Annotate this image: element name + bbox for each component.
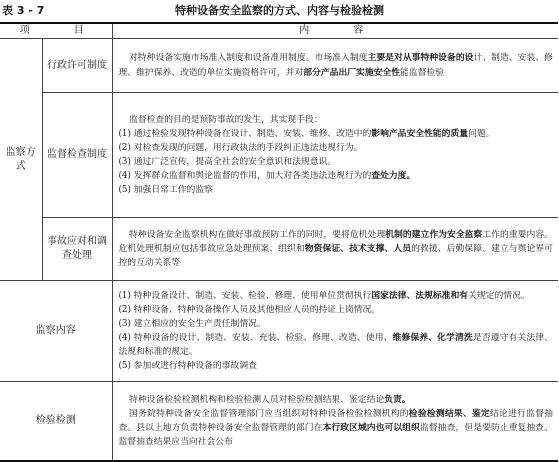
emphasis-text: 查处力度。 — [371, 171, 416, 182]
row-label: 监督检查制度 — [42, 93, 112, 218]
content-paragraph: (1) 通过检验发现特种设备在设计、制造、安装、维修、改造中的影响产品安全性能的质量问题。 — [118, 128, 495, 139]
header-item: 项 目 — [0, 23, 112, 39]
header-content: 内 容 — [112, 23, 558, 39]
content-paragraph: 特种设备安全监察机构在做好事故预防工作的同时，要将危机处理机制的建立作为安全监察工作的重要内容。危机处理机制应包括事故应急处理预案、组织和物资保证、技术支撑、人员的救援、后勤保障、建立与舆论界可控的互动关系等 — [118, 229, 553, 269]
table-header-row — [0, 23, 558, 39]
emphasis-text: 影响产品安全性能的质量 — [371, 128, 469, 139]
row-content — [112, 218, 558, 281]
emphasis-text: 物资保证、技术支撑、人员 — [304, 243, 412, 254]
row-label: 检验检测 — [0, 382, 112, 462]
table-number: 表 3 - 7 — [2, 4, 45, 17]
table-title: 特种设备安全监察的方式、内容与检验检测 — [175, 4, 384, 17]
group-label-text: 监察方式 — [5, 146, 36, 172]
content-paragraph: (3) 建立相应的安全生产责任制情况。 — [118, 318, 266, 329]
emphasis-text: 主要是对从事特种设备的设 — [367, 53, 474, 64]
content-paragraph: (3) 通过广泛宣传，提高全社会的安全意识和法规意识。 — [118, 157, 337, 167]
emphasis-text: 本行政区域内也可以组织 — [322, 423, 421, 433]
table-row — [0, 39, 558, 93]
row-label: 监察内容 — [0, 281, 112, 382]
content-paragraph: (4) 发挥群众监督和舆论监督的作用，加大对各类违法违规行为的查处力度。 — [118, 171, 416, 182]
emphasis-text: 维修保养、化学清洗 — [392, 333, 473, 343]
table-row — [0, 93, 558, 218]
row-content — [112, 93, 558, 218]
row-content — [112, 39, 558, 93]
content-paragraph: (2) 对检查发现的问题，用行政执法的手段纠正违法违规行为。 — [118, 142, 363, 153]
row-label: 事故应对和调查处理 — [42, 218, 112, 281]
content-paragraph: (4) 特种设备的设计、制造、安装、充装、检验、修理、改造、使用、维修保养、化学清洗是否遵守有关法律、法规和标准的规定。 — [118, 333, 553, 358]
content-paragraph: 特种设备检验检测机构和检验检测人员对检验检测结果、鉴定结论负责。 — [129, 394, 411, 405]
emphasis-text: 国家法律、法规标准和有 — [371, 290, 469, 301]
row-content — [112, 382, 558, 462]
content-paragraph: (1) 特种设备设计、制造、安装、检验、修理、使用单位贯彻执行国家法律、法规标准和有关规定的情况。 — [118, 290, 530, 301]
content-paragraph: (5) 加强日常工作的监察 — [118, 185, 213, 196]
emphasis-text: 检验检测结果、鉴定 — [408, 408, 491, 419]
table-row — [0, 281, 558, 382]
emphasis-text: 机制的建立作为安全监察 — [385, 229, 483, 240]
content-paragraph: (5) 参加或进行特种设备的事故调查 — [118, 361, 257, 372]
content-paragraph: 对特种设备实施市场准入制度和设备准用制度。市场准入制度主要是对从事特种设备的设计、制造、安装、修理、维护保养、改造的单位实施资格许可，并对部分产品出厂实施安全性能监督检验 — [118, 53, 553, 78]
emphasis-text: 部分产品出厂实施安全性 — [303, 67, 401, 78]
row-label: 行政许可制度 — [42, 39, 112, 93]
content-paragraph: (2) 特种设备、特种设备操作人员及其他相应人员的持证上岗情况。 — [118, 304, 381, 315]
content-paragraph: 国务院特种设备安全监督管理部门应当组织对特种设备检验检测机构的检验检测结果、鉴定结论进行监督抽查。县以上地方负责特种设备安全监督管理的部门在本行政区域内也可以组织监督抽查，但是要防止重复抽查。监督抽查结果应当向社会公布 — [118, 408, 553, 448]
content-paragraph: 监督检查的目的是预防事故的发生，其实现手段： — [129, 114, 323, 125]
inspection-table — [0, 22, 558, 462]
table-row — [0, 382, 558, 462]
table-row — [0, 218, 558, 281]
emphasis-text: 负责。 — [384, 394, 411, 405]
row-content — [112, 281, 558, 382]
group-label-supervision-methods — [0, 39, 42, 281]
table-caption — [0, 3, 559, 19]
